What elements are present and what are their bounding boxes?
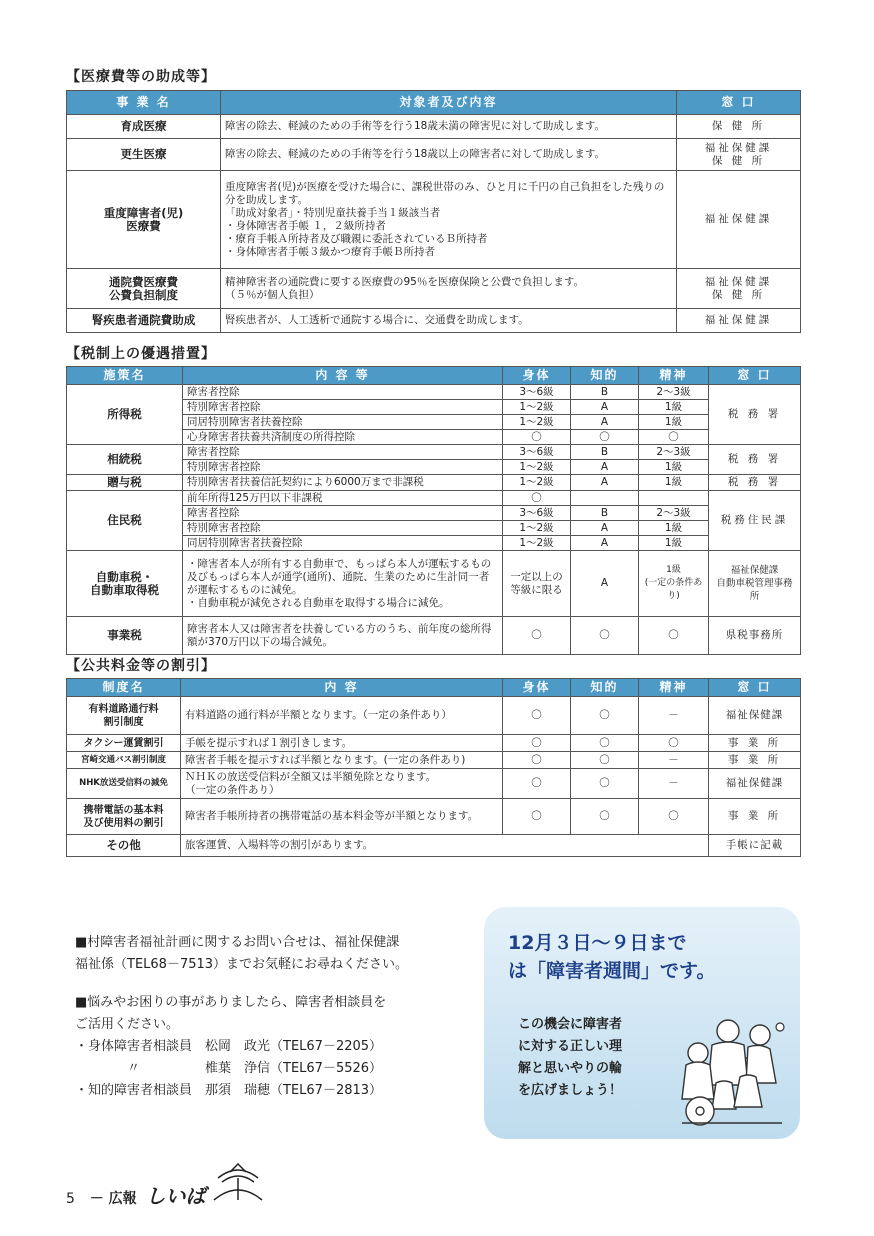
tax-body-grade: 〇 xyxy=(503,491,571,506)
tax-header-content: 内 容 等 xyxy=(183,367,503,385)
counselor-3: ・知的障害者相談員 那須 瑞穂（TEL67－2813） xyxy=(75,1083,383,1098)
public-mental: 〇 xyxy=(639,799,709,835)
tax-window: 県税事務所 xyxy=(709,617,801,655)
tax-body-grade: 〇 xyxy=(503,430,571,445)
public-mental: 〇 xyxy=(639,735,709,752)
medical-row xyxy=(67,139,801,171)
week-message-line: を広げましょう！ xyxy=(518,1083,623,1098)
tax-body-grade: 1～2級 xyxy=(503,415,571,430)
tax-header-window: 窓 口 xyxy=(709,367,801,385)
tax-mental-grade: 1級 xyxy=(639,400,709,415)
tax-header-name: 施策名 xyxy=(67,367,183,385)
medical-row xyxy=(67,309,801,333)
tax-table xyxy=(66,366,801,655)
public-row xyxy=(67,835,801,857)
program-content: 障害の除去、軽減のための手術等を行う18歳以上の障害者に対して助成します。 xyxy=(221,139,677,171)
public-content: 障害者手帳所持者の携帯電話の基本料金等が半額となります。 xyxy=(181,799,503,835)
tax-row xyxy=(67,491,801,506)
tax-intel-grade: B xyxy=(571,385,639,400)
program-window: 保 健 所 xyxy=(677,115,801,139)
tax-row xyxy=(67,385,801,400)
tax-intel-grade: 〇 xyxy=(571,617,639,655)
tax-intel-grade: A xyxy=(571,521,639,536)
public-header-name: 制度名 xyxy=(67,679,181,697)
footer-dash: － xyxy=(89,1191,104,1207)
program-content: 重度障害者(児)が医療を受けた場合に、課税世帯のみ、ひと月に千円の自己負担をした残りの分を助成します。 「助成対象者」・特別児童扶養手当１級該当者 ・身体障害者手帳 １，２級所持者 ・療育手帳Ａ所持者及び職親に委託されているＢ所持者 ・身体障害者手帳３級かつ療育手帳Ｂ所持者 xyxy=(221,171,677,269)
tax-intel-grade: A xyxy=(571,460,639,475)
public-window: 事 業 所 xyxy=(709,752,801,769)
page-number: 5 xyxy=(66,1191,75,1207)
public-name: 有料道路通行料 割引制度 xyxy=(67,697,181,735)
public-body: 〇 xyxy=(503,752,571,769)
tax-mental-grade: 2～3級 xyxy=(639,506,709,521)
tax-body-grade: 一定以上の 等級に限る xyxy=(503,551,571,617)
tax-row xyxy=(67,551,801,617)
tax-item: 障害者控除 xyxy=(183,385,503,400)
tax-intel-grade: 〇 xyxy=(571,430,639,445)
tax-mental-grade: 1級 xyxy=(639,475,709,491)
week-title xyxy=(508,929,715,985)
footer-brand: しいば xyxy=(145,1184,206,1208)
tax-item: 同居特別障害者扶養控除 xyxy=(183,536,503,551)
public-window: 福祉保健課 xyxy=(709,697,801,735)
public-row xyxy=(67,799,801,835)
public-name: 携帯電話の基本料 及び使用料の割引 xyxy=(67,799,181,835)
tax-mental-grade: 1級 xyxy=(639,460,709,475)
medical-row xyxy=(67,269,801,309)
tax-mental-grade: 2～3級 xyxy=(639,445,709,460)
tax-mental-grade: 〇 xyxy=(639,617,709,655)
contact-info xyxy=(75,932,408,1102)
tax-mental-grade: 1級 xyxy=(639,415,709,430)
public-window: 福祉保健課 xyxy=(709,769,801,799)
tax-body-grade: 1～2級 xyxy=(503,400,571,415)
program-name: 通院費医療費 公費負担制度 xyxy=(67,269,221,309)
tax-group-name: 所得税 xyxy=(67,385,183,445)
week-title-line1: 12月３日～９日まで xyxy=(508,932,687,954)
public-header-intel: 知的 xyxy=(571,679,639,697)
tax-item: 前年所得125万円以下非課税 xyxy=(183,491,503,506)
tax-mental-grade: 1級 (一定の条件あり) xyxy=(639,551,709,617)
tax-item: 特別障害者控除 xyxy=(183,400,503,415)
public-body: 〇 xyxy=(503,735,571,752)
public-intel: 〇 xyxy=(571,697,639,735)
public-table xyxy=(66,678,801,857)
tax-intel-grade: A xyxy=(571,536,639,551)
tax-window: 税 務 署 xyxy=(709,475,801,491)
public-content: ＮＨＫの放送受信料が全額又は半額免除となります。 （一定の条件あり） xyxy=(181,769,503,799)
medical-section-title: 【医療費等の助成等】 xyxy=(66,69,216,85)
program-window: 福祉保健課 保 健 所 xyxy=(677,139,801,171)
program-name: 育成医療 xyxy=(67,115,221,139)
tax-body-grade: 3～6級 xyxy=(503,506,571,521)
week-message-line: に対する正しい理 xyxy=(518,1039,623,1054)
tax-header-body: 身体 xyxy=(503,367,571,385)
public-content: 有料道路の通行料が半額となります。（一定の条件あり） xyxy=(181,697,503,735)
tax-mental-grade: 1級 xyxy=(639,536,709,551)
tax-group-name: 相続税 xyxy=(67,445,183,475)
public-content: 障害者手帳を提示すれば半額となります。(一定の条件あり) xyxy=(181,752,503,769)
disability-week-box xyxy=(484,907,800,1139)
public-header-window: 窓 口 xyxy=(709,679,801,697)
tax-body-grade: 〇 xyxy=(503,617,571,655)
tax-body-grade: 3～6級 xyxy=(503,445,571,460)
tax-window: 福祉保健課 自動車税管理事務所 xyxy=(709,551,801,617)
tax-group-name: 自動車税・ 自動車取得税 xyxy=(67,551,183,617)
tax-mental-grade xyxy=(639,491,709,506)
tax-item: 特別障害者扶養信託契約により6000万まで非課税 xyxy=(183,475,503,491)
public-intel: 〇 xyxy=(571,799,639,835)
consult-note-2: ご活用ください。 xyxy=(75,1017,180,1032)
public-mental: － xyxy=(639,769,709,799)
program-content: 精神障害者の通院費に要する医療費の95％を医療保険と公費で負担します。 （５％が個人負担） xyxy=(221,269,677,309)
tax-group-name: 住民税 xyxy=(67,491,183,551)
program-window: 福祉保健課 保 健 所 xyxy=(677,269,801,309)
public-window: 事 業 所 xyxy=(709,735,801,752)
tax-item: 特別障害者控除 xyxy=(183,521,503,536)
week-message-line: この機会に障害者 xyxy=(518,1017,623,1032)
public-body: 〇 xyxy=(503,697,571,735)
public-name: その他 xyxy=(67,835,181,857)
tax-intel-grade: B xyxy=(571,445,639,460)
tax-mental-grade: 1級 xyxy=(639,521,709,536)
medical-table xyxy=(66,90,801,333)
public-window: 手帳に記載 xyxy=(709,835,801,857)
tax-row xyxy=(67,475,801,491)
week-title-line2: は「障害者週間」です。 xyxy=(508,960,716,982)
counselor-2: 〃 椎葉 浄信（TEL67－5526） xyxy=(75,1061,383,1076)
public-body: 〇 xyxy=(503,769,571,799)
tax-group-name: 贈与税 xyxy=(67,475,183,491)
public-row xyxy=(67,769,801,799)
public-window: 事 業 所 xyxy=(709,799,801,835)
public-intel: 〇 xyxy=(571,752,639,769)
tax-intel-grade: A xyxy=(571,400,639,415)
tax-body-grade: 1～2級 xyxy=(503,460,571,475)
public-section-title: 【公共料金等の割引】 xyxy=(66,658,216,674)
medical-row xyxy=(67,171,801,269)
family-illustration-icon xyxy=(676,1013,786,1129)
public-body: 〇 xyxy=(503,799,571,835)
medical-row xyxy=(67,115,801,139)
plan-inquiry: ■村障害者福祉計画に関するお問い合せは、福祉保健課 xyxy=(75,935,400,950)
medical-header-content: 対象者及び内容 xyxy=(221,91,677,115)
public-name: NHK放送受信料の減免 xyxy=(67,769,181,799)
footer-kouhou: 広報 xyxy=(108,1191,137,1207)
tax-intel-grade: A xyxy=(571,551,639,617)
program-name: 重度障害者(児) 医療費 xyxy=(67,171,221,269)
public-row xyxy=(67,735,801,752)
public-intel: 〇 xyxy=(571,735,639,752)
tax-window: 税務住民課 xyxy=(709,491,801,551)
tax-item: 同居特別障害者扶養控除 xyxy=(183,415,503,430)
tax-header-intel: 知的 xyxy=(571,367,639,385)
consult-note: ■悩みやお困りの事がありましたら、障害者相談員を xyxy=(75,995,387,1010)
public-name: タクシー運賃割引 xyxy=(67,735,181,752)
public-header-mental: 精神 xyxy=(639,679,709,697)
tax-body-grade: 3～6級 xyxy=(503,385,571,400)
tax-body-grade: 1～2級 xyxy=(503,475,571,491)
program-name: 腎疾患者通院費助成 xyxy=(67,309,221,333)
week-message xyxy=(518,1014,622,1102)
tax-intel-grade: B xyxy=(571,506,639,521)
tax-header-mental: 精神 xyxy=(639,367,709,385)
counselor-1: ・身体障害者相談員 松岡 政光（TEL67－2205） xyxy=(75,1039,383,1054)
tax-row xyxy=(67,445,801,460)
public-intel: 〇 xyxy=(571,769,639,799)
tax-intel-grade: A xyxy=(571,415,639,430)
shiiba-logo-icon xyxy=(208,1160,268,1206)
tax-intel-grade xyxy=(571,491,639,506)
tax-row xyxy=(67,617,801,655)
tax-item: 障害者本人又は障害者を扶養している方のうち、前年度の総所得額が370万円以下の場合減免。 xyxy=(183,617,503,655)
week-message-line: 解と思いやりの輪 xyxy=(518,1061,623,1076)
tax-window: 税 務 署 xyxy=(709,445,801,475)
public-header-body: 身体 xyxy=(503,679,571,697)
tax-intel-grade: A xyxy=(571,475,639,491)
program-window: 福祉保健課 xyxy=(677,171,801,269)
public-mental: － xyxy=(639,697,709,735)
tax-item: 特別障害者控除 xyxy=(183,460,503,475)
program-window: 福祉保健課 xyxy=(677,309,801,333)
tax-body-grade: 1～2級 xyxy=(503,521,571,536)
tax-item: ・障害者本人が所有する自動車で、もっぱら本人が運転するもの及びもっぱら本人が通学(通所)、通院、生業のために生計同一者が運転するものに減免。 ・自動車税が減免される自動車を取得する場合に減免。 xyxy=(183,551,503,617)
program-content: 腎疾患者が、人工透析で通院する場合に、交通費を助成します。 xyxy=(221,309,677,333)
tax-window: 税 務 署 xyxy=(709,385,801,445)
tax-mental-grade: 〇 xyxy=(639,430,709,445)
public-content: 手帳を提示すれば１割引きします。 xyxy=(181,735,503,752)
plan-inquiry-phone: 福祉係（TEL68－7513）までお気軽にお尋ねください。 xyxy=(75,957,409,972)
public-mental: － xyxy=(639,752,709,769)
public-content: 旅客運賃、入場料等の割引があります。 xyxy=(181,835,709,857)
tax-group-name: 事業税 xyxy=(67,617,183,655)
program-name: 更生医療 xyxy=(67,139,221,171)
public-row xyxy=(67,697,801,735)
page-footer xyxy=(66,1180,206,1209)
tax-body-grade: 1～2級 xyxy=(503,536,571,551)
public-header-content: 内 容 xyxy=(181,679,503,697)
public-name: 宮崎交通バス割引制度 xyxy=(67,752,181,769)
tax-section-title: 【税制上の優遇措置】 xyxy=(66,346,216,362)
medical-header-window: 窓 口 xyxy=(677,91,801,115)
program-content: 障害の除去、軽減のための手術等を行う18歳未満の障害児に対して助成します。 xyxy=(221,115,677,139)
public-row xyxy=(67,752,801,769)
medical-header-name: 事 業 名 xyxy=(67,91,221,115)
tax-item: 心身障害者扶養共済制度の所得控除 xyxy=(183,430,503,445)
tax-item: 障害者控除 xyxy=(183,506,503,521)
tax-mental-grade: 2～3級 xyxy=(639,385,709,400)
tax-item: 障害者控除 xyxy=(183,445,503,460)
